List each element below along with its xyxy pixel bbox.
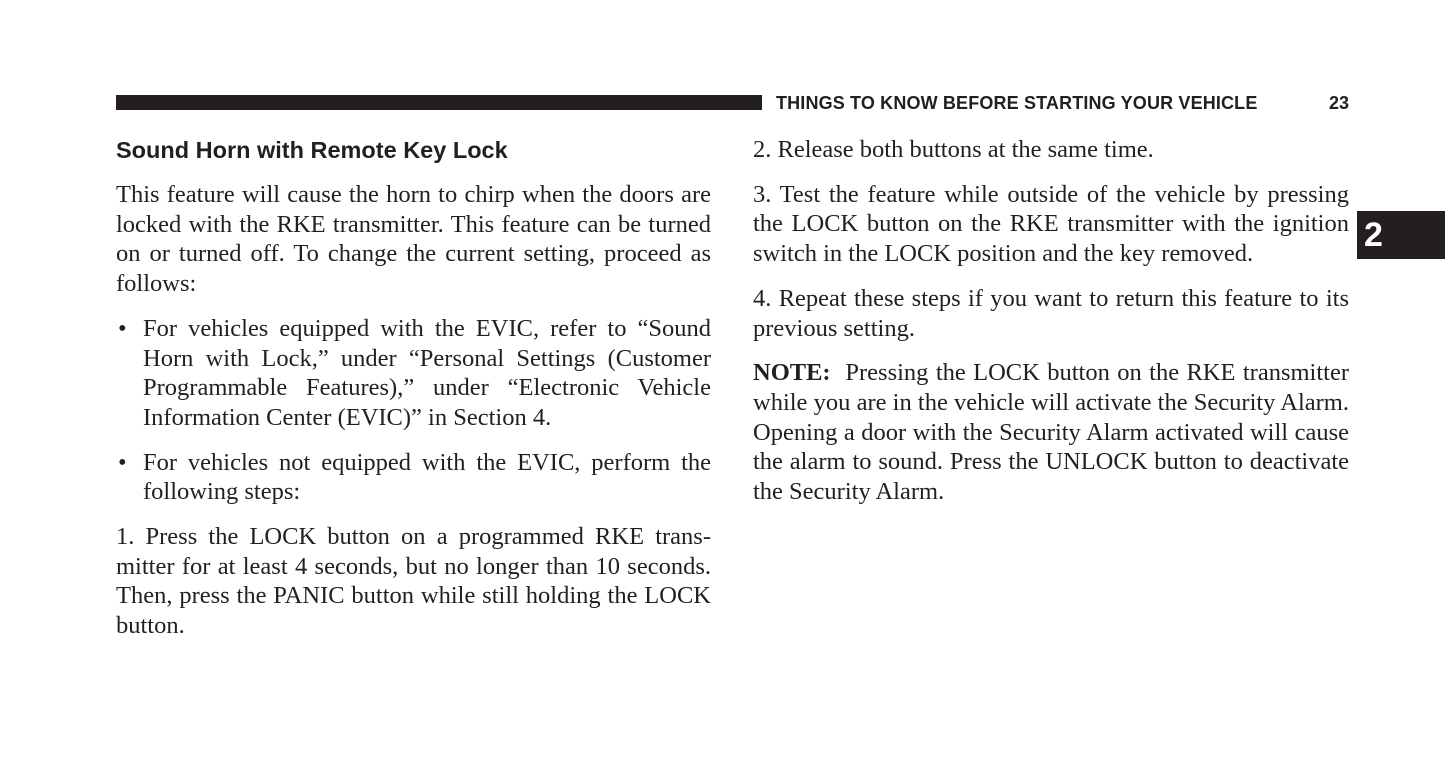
step-1-paragraph: 1. Press the LOCK button on a programmed RKE transmitter for at least 4 seconds, but no longer than 10 seconds. Then, press the PANIC button while still holding the LOCK button. — [116, 523, 711, 640]
page-number: 23 — [1328, 93, 1349, 113]
list-item — [116, 448, 711, 507]
running-header-title: THINGS TO KNOW BEFORE STARTING YOUR VEHICLE — [776, 93, 1258, 113]
note-label: NOTE: — [753, 359, 831, 387]
bullet-icon: • — [118, 314, 127, 342]
bullet-icon: • — [118, 448, 127, 476]
list-item — [116, 314, 711, 433]
left-column — [116, 135, 711, 641]
chapter-tab: 2 — [1357, 211, 1445, 259]
note-text: Pressing the LOCK button on the RKE transmitter while you are in the vehicle will activate the Security Alarm. Opening a door with the Security Alarm activated will cause the alarm to sound. Press the UNLOCK button to deactivate the Security Alarm. — [753, 359, 1349, 506]
step-2-paragraph: 2. Release both buttons at the same time. — [753, 136, 1154, 163]
intro-paragraph: This feature will cause the horn to chirp when the doors are locked with the RKE transmitter. This feature can be turned on or turned off. To change the current setting, proceed as follows: — [116, 181, 711, 298]
step-3-paragraph: 3. Test the feature while outside of the vehicle by pressing the LOCK button on the RKE transmitter with the ignition switch in the LOCK position and the key removed. — [753, 180, 1349, 268]
step-4-paragraph: 4. Repeat these steps if you want to return this feature to its previous setting. — [753, 284, 1349, 342]
note-paragraph — [753, 358, 1349, 507]
bullet-text: For vehicles not equipped with the EVIC, perform the following steps: — [143, 448, 711, 506]
bullet-list — [116, 314, 711, 507]
header-rule — [116, 95, 762, 110]
bullet-text: For vehicles equipped with the EVIC, refer to “Sound Horn with Lock,” under “Personal Settings (Customer Programmable Features),” under “Electronic Vehicle Information Center (EVIC)” in Section 4. — [143, 314, 711, 431]
right-column — [753, 135, 1349, 507]
section-heading: Sound Horn with Remote Key Lock — [116, 137, 508, 163]
